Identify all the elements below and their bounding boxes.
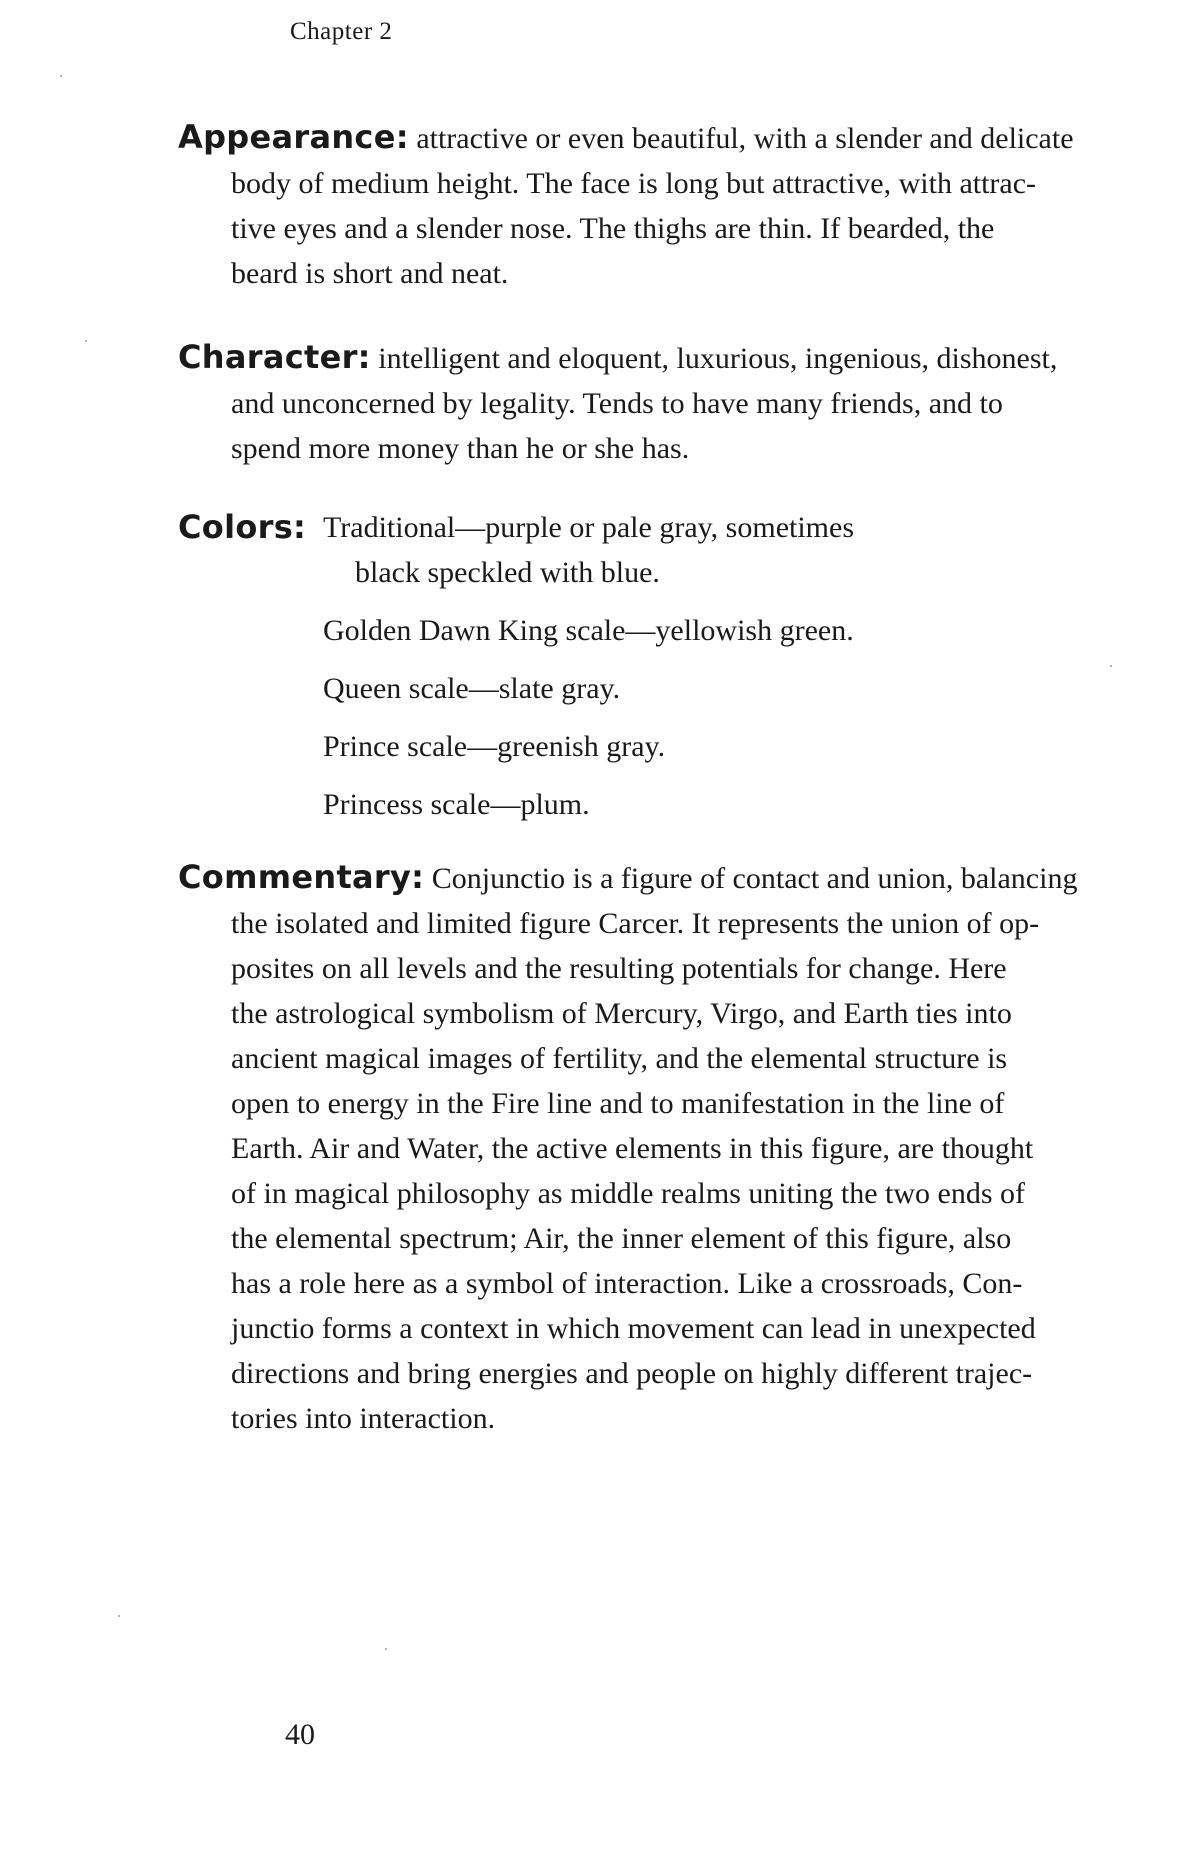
commentary-line-1 (178, 855, 1125, 901)
appearance-term: Appearance: (178, 118, 409, 156)
colors-item-king: Golden Dawn King scale—yellowish green. (323, 614, 854, 647)
scan-speck (118, 1615, 120, 1617)
commentary-line-5: ancient magical images of fertility, and the elemental structure is (231, 1042, 1008, 1075)
commentary-line-9: the elemental spectrum; Air, the inner element of this figure, also (231, 1222, 1012, 1255)
colors-item-continuation: black speckled with blue. (355, 556, 660, 589)
character-entry (178, 335, 1125, 471)
commentary-line-8: of in magical philosophy as middle realms uniting the two ends of (231, 1177, 1026, 1210)
appearance-line-3: tive eyes and a slender nose. The thighs are thin. If bearded, the (231, 212, 995, 245)
character-line-1 (178, 335, 1125, 381)
colors-item-princess: Princess scale—plum. (323, 788, 590, 821)
character-term: Character: (178, 338, 371, 376)
running-head: Chapter 2 (290, 18, 393, 45)
colors-item-prince: Prince scale—greenish gray. (323, 730, 666, 763)
commentary-line-4: the astrological symbolism of Mercury, Virgo, and Earth ties into (231, 997, 1012, 1030)
colors-item-queen: Queen scale—slate gray. (323, 672, 621, 705)
character-line-3: spend more money than he or she has. (231, 432, 690, 465)
character-text-1: intelligent and eloquent, luxurious, ingenious, dishonest, (378, 342, 1058, 375)
character-line-2: and unconcerned by legality. Tends to have many friends, and to (231, 387, 1003, 420)
scan-speck (1110, 665, 1112, 667)
commentary-line-3: posites on all levels and the resulting potentials for change. Here (231, 952, 1007, 985)
scan-speck (60, 75, 62, 77)
colors-item-text: Traditional—purple or pale gray, sometimes (323, 511, 855, 544)
appearance-line-4: beard is short and neat. (231, 257, 509, 290)
appearance-text-1: attractive or even beautiful, with a slender and delicate (416, 122, 1074, 155)
commentary-text-1: Conjunctio is a figure of contact and union, balancing (431, 862, 1078, 895)
page-number: 40 (285, 1718, 315, 1751)
colors-term: Colors: (178, 508, 307, 546)
commentary-line-13: tories into interaction. (231, 1402, 496, 1435)
scan-speck (385, 1648, 387, 1650)
commentary-term: Commentary: (178, 858, 425, 896)
commentary-line-11: junctio forms a context in which movement can lead in unexpected (231, 1312, 1036, 1345)
appearance-line-2: body of medium height. The face is long but attractive, with attrac- (231, 167, 1037, 200)
commentary-line-10: has a role here as a symbol of interaction. Like a crossroads, Con- (231, 1267, 1023, 1300)
scan-speck (85, 340, 87, 342)
commentary-line-2: the isolated and limited figure Carcer. It represents the union of op- (231, 907, 1040, 940)
colors-list (323, 505, 1023, 840)
commentary-entry (178, 855, 1125, 1441)
commentary-line-6: open to energy in the Fire line and to manifestation in the line of (231, 1087, 1005, 1120)
colors-item-traditional (323, 505, 1023, 595)
appearance-entry (178, 115, 1125, 296)
commentary-line-12: directions and bring energies and people on highly different trajec- (231, 1357, 1033, 1390)
commentary-line-7: Earth. Air and Water, the active elements in this figure, are thought (231, 1132, 1034, 1165)
appearance-line-1 (178, 115, 1125, 161)
